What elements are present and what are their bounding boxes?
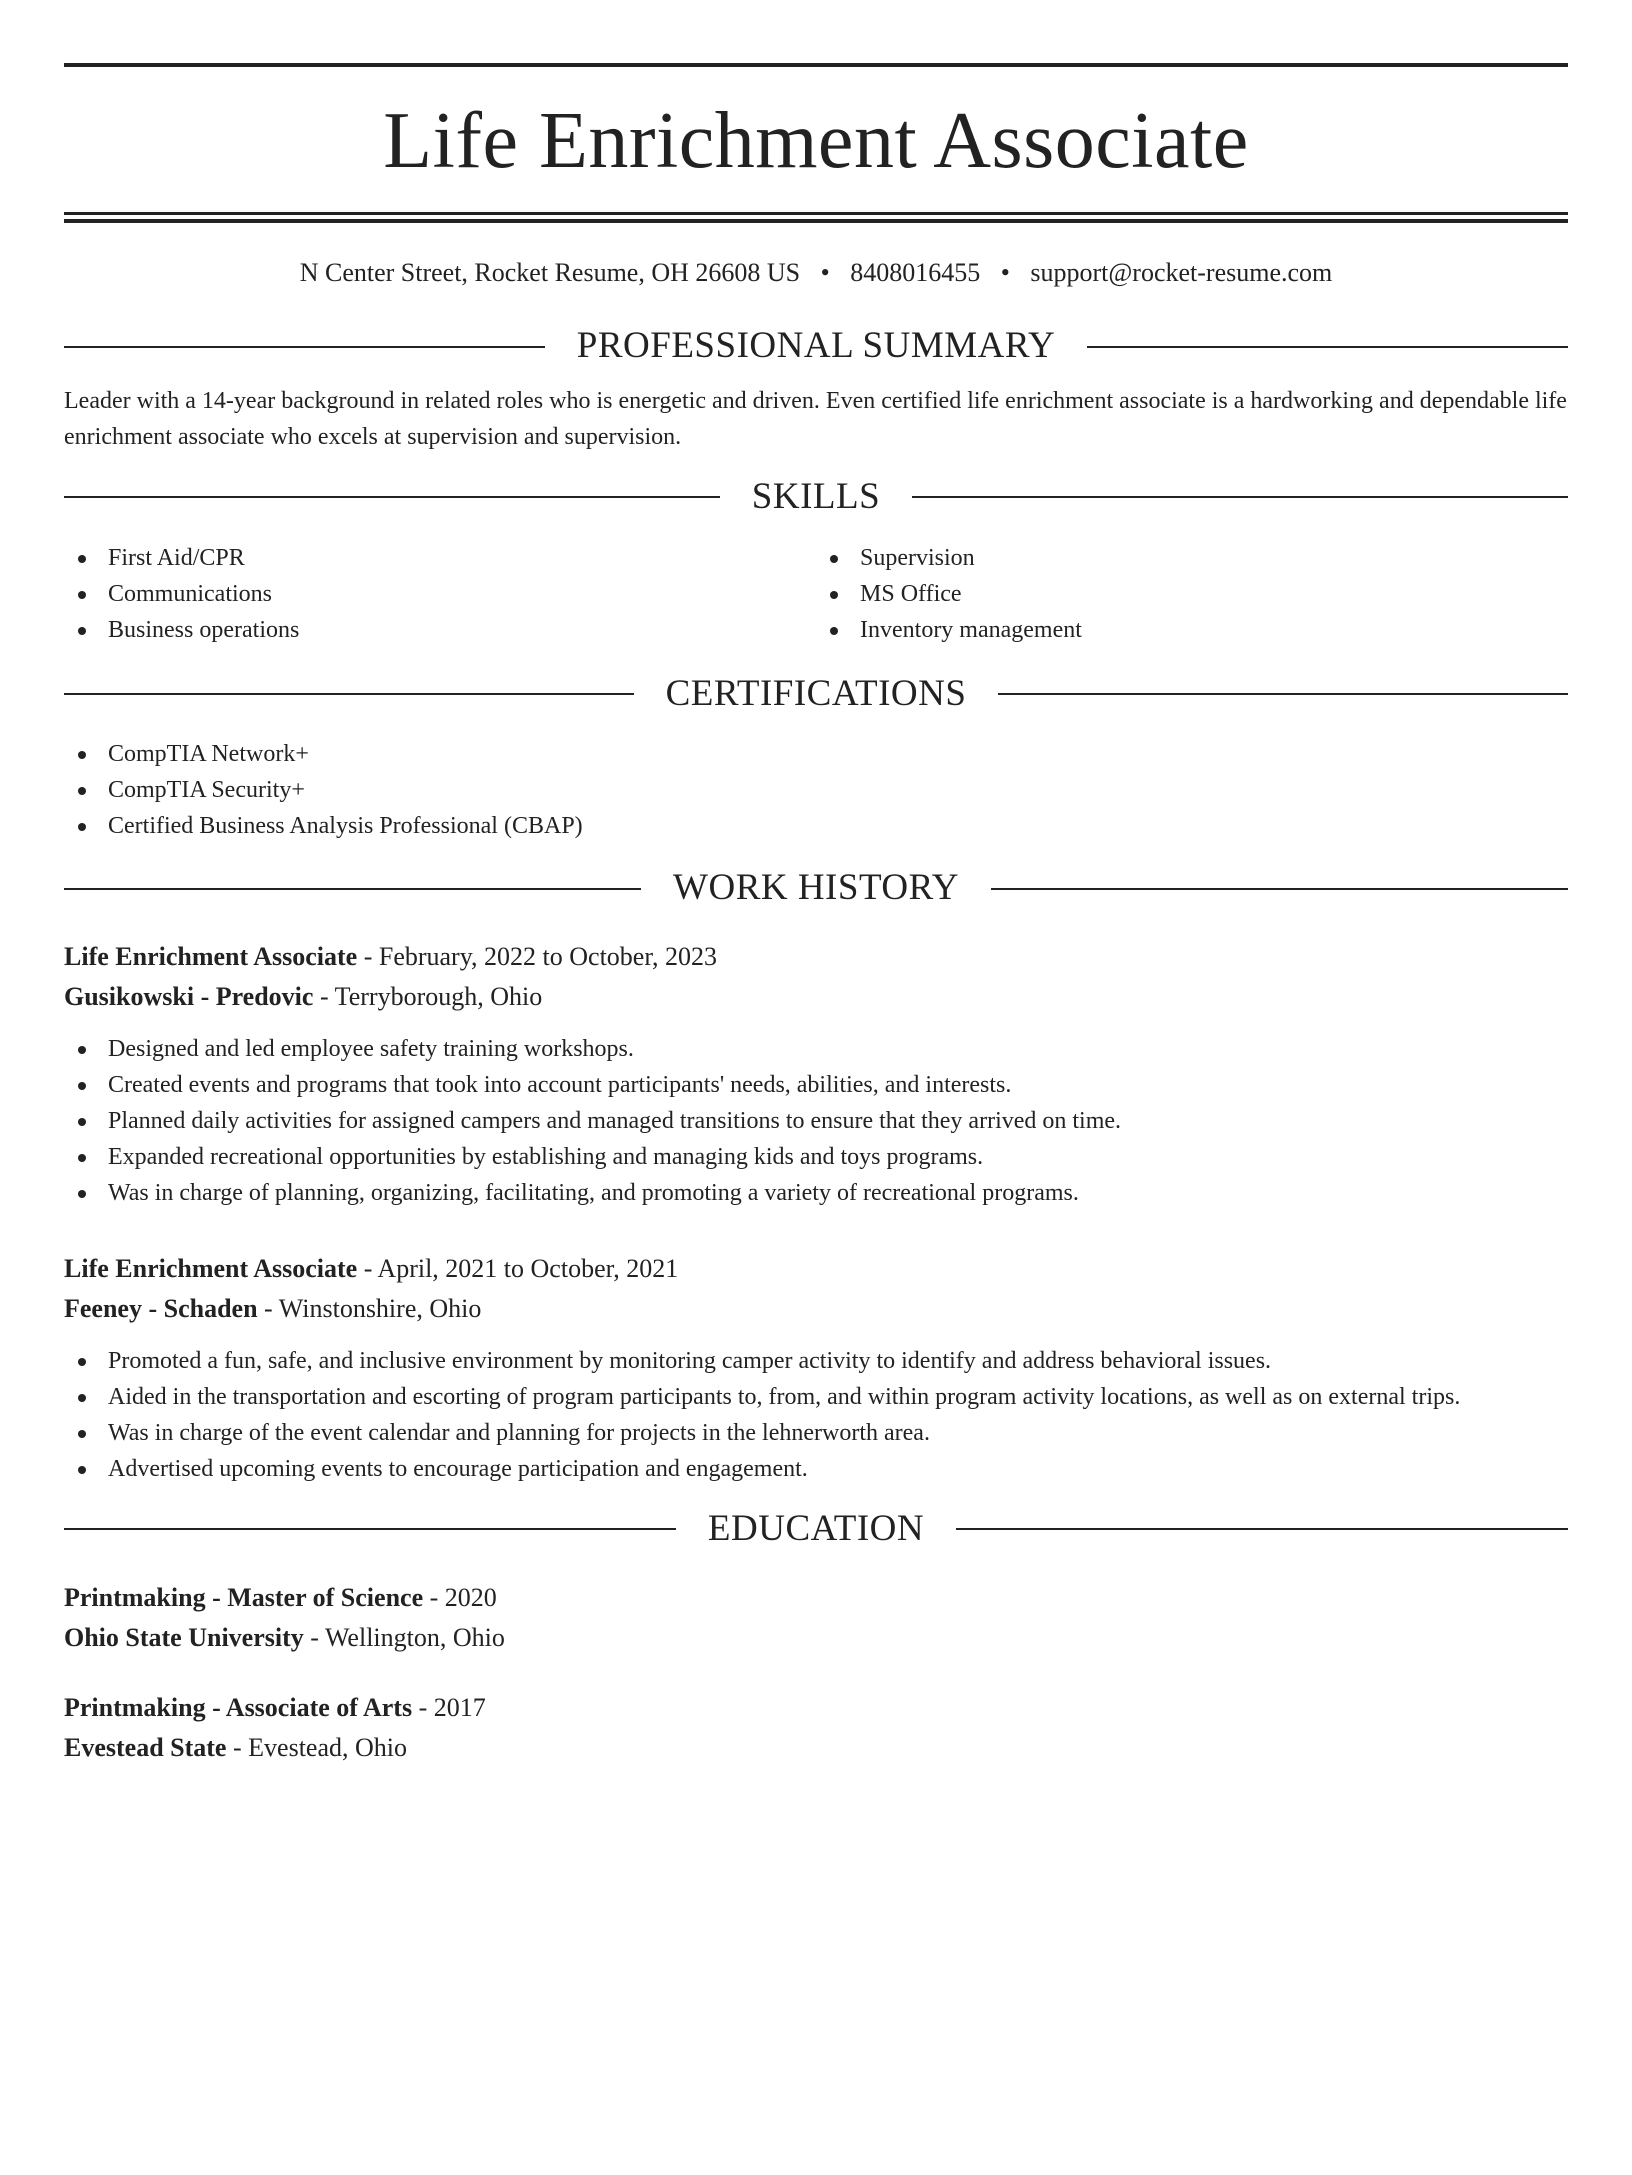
- education-location: Wellington, Ohio: [324, 1622, 505, 1652]
- bullet-dot: [78, 1394, 86, 1402]
- job-location: Terryborough, Ohio: [334, 981, 543, 1011]
- education-year: 2020: [444, 1582, 497, 1612]
- section-header-certifications: [64, 674, 1568, 715]
- education-degree-line: Printmaking - Master of Science - 2020: [64, 1582, 497, 1612]
- bullet-dot: [78, 627, 86, 635]
- skill-item: Supervision: [816, 540, 1568, 576]
- contact-email: support@rocket-resume.com: [1030, 258, 1333, 287]
- certifications-list: [64, 736, 1568, 844]
- contact-address: N Center Street, Rocket Resume, OH 26608 US: [299, 258, 801, 287]
- bullet-dot: [78, 1190, 86, 1198]
- resume-name: Life Enrichment Associate: [383, 97, 1249, 185]
- education-degree-line: Printmaking - Associate of Arts - 2017: [64, 1692, 486, 1722]
- job-entry: [64, 937, 1568, 1211]
- summary-text: Leader with a 14-year background in related roles who is energetic and driven. Even certified life enrichment associate is a hardworking and dependable life enrichment associate who excels at supervision and supervision.: [64, 387, 1567, 450]
- section-rule: [64, 1528, 676, 1530]
- job-title: Life Enrichment Associate: [64, 941, 358, 971]
- section-rule: [64, 693, 634, 695]
- education-school: Ohio State University: [64, 1622, 304, 1652]
- section-title: CERTIFICATIONS: [665, 672, 967, 714]
- skills-grid: [64, 540, 1568, 648]
- section-title: EDUCATION: [707, 1507, 925, 1549]
- bullet-dot: [78, 1082, 86, 1090]
- job-bullets: [64, 1031, 1568, 1211]
- section-rule: [991, 888, 1568, 890]
- contact-separator: •: [1000, 258, 1010, 287]
- job-dates: April, 2021 to October, 2021: [377, 1253, 679, 1283]
- contact-separator: •: [820, 258, 830, 287]
- job-bullet: Planned daily activities for assigned campers and managed transitions to ensure that they arrived on time.: [64, 1103, 1568, 1139]
- job-bullets: [64, 1343, 1568, 1487]
- education-school: Evestead State: [64, 1732, 227, 1762]
- job-title: Life Enrichment Associate: [64, 1253, 358, 1283]
- education-location: Evestead, Ohio: [248, 1732, 407, 1762]
- education-degree: Printmaking - Associate of Arts: [64, 1692, 413, 1722]
- job-company-line: Feeney - Schaden - Winstonshire, Ohio: [64, 1293, 482, 1323]
- job-location: Winstonshire, Ohio: [278, 1293, 482, 1323]
- job-bullet: Promoted a fun, safe, and inclusive environment by monitoring camper activity to identify and address behavioral issues.: [64, 1343, 1568, 1379]
- skill-item: Inventory management: [816, 612, 1568, 648]
- section-header-summary: [64, 326, 1568, 367]
- job-bullet: Created events and programs that took into account participants' needs, abilities, and interests.: [64, 1067, 1568, 1103]
- section-rule: [912, 496, 1568, 498]
- section-rule: [64, 496, 720, 498]
- job-company: Feeney - Schaden: [64, 1293, 258, 1323]
- skill-item: MS Office: [816, 576, 1568, 612]
- section-header-skills: [64, 477, 1568, 518]
- bullet-dot: [830, 627, 838, 635]
- job-bullet: Was in charge of planning, organizing, facilitating, and promoting a variety of recreational programs.: [64, 1175, 1568, 1211]
- section-title: SKILLS: [751, 475, 881, 517]
- section-rule: [64, 888, 641, 890]
- skills-list-right: [816, 540, 1568, 648]
- section-header-work-history: [64, 868, 1568, 909]
- bullet-dot: [78, 823, 86, 831]
- bullet-dot: [78, 1118, 86, 1126]
- contact-phone: 8408016455: [850, 258, 981, 287]
- bullet-dot: [78, 1046, 86, 1054]
- job-bullet: Advertised upcoming events to encourage participation and engagement.: [64, 1451, 1568, 1487]
- bullet-dot: [78, 1466, 86, 1474]
- bullet-dot: [78, 555, 86, 563]
- bullet-dot: [78, 1154, 86, 1162]
- education-school-line: Evestead State - Evestead, Ohio: [64, 1732, 407, 1762]
- job-bullet: Was in charge of the event calendar and planning for projects in the lehnerworth area.: [64, 1415, 1568, 1451]
- bullet-dot: [830, 591, 838, 599]
- bullet-dot: [830, 555, 838, 563]
- bullet-dot: [78, 751, 86, 759]
- bullet-dot: [78, 591, 86, 599]
- job-bullet: Aided in the transportation and escorting of program participants to, from, and within program activity locations, as well as on external trips.: [64, 1379, 1568, 1415]
- section-title: PROFESSIONAL SUMMARY: [576, 325, 1056, 367]
- skill-item: Business operations: [64, 612, 816, 648]
- section-title: WORK HISTORY: [673, 867, 959, 909]
- job-company: Gusikowski - Predovic: [64, 981, 314, 1011]
- bullet-dot: [78, 1430, 86, 1438]
- job-title-line: Life Enrichment Associate - February, 2022 to October, 2023: [64, 941, 717, 971]
- certification-item: CompTIA Security+: [64, 772, 1568, 808]
- skill-item: Communications: [64, 576, 816, 612]
- section-rule: [1087, 346, 1568, 348]
- job-company-line: Gusikowski - Predovic - Terryborough, Ohio: [64, 981, 543, 1011]
- job-title-line: Life Enrichment Associate - April, 2021 to October, 2021: [64, 1253, 679, 1283]
- double-rule: [64, 212, 1568, 223]
- resume-page: [0, 63, 1632, 2175]
- bullet-dot: [78, 787, 86, 795]
- job-bullet: Expanded recreational opportunities by establishing and managing kids and toys programs.: [64, 1139, 1568, 1175]
- job-dates: February, 2022 to October, 2023: [378, 941, 717, 971]
- education-degree: Printmaking - Master of Science: [64, 1582, 424, 1612]
- top-rule: [64, 63, 1568, 67]
- education-entry: [64, 1578, 1568, 1658]
- section-rule: [64, 346, 545, 348]
- job-entry: [64, 1249, 1568, 1487]
- certification-item: Certified Business Analysis Professional (CBAP): [64, 808, 1568, 844]
- education-school-line: Ohio State University - Wellington, Ohio: [64, 1622, 505, 1652]
- education-entry: [64, 1688, 1568, 1768]
- section-rule: [998, 693, 1568, 695]
- job-bullet: Designed and led employee safety training workshops.: [64, 1031, 1568, 1067]
- skill-item: First Aid/CPR: [64, 540, 816, 576]
- bullet-dot: [78, 1358, 86, 1366]
- certification-item: CompTIA Network+: [64, 736, 1568, 772]
- section-rule: [956, 1528, 1568, 1530]
- section-header-education: [64, 1509, 1568, 1550]
- education-year: 2017: [433, 1692, 486, 1722]
- contact-line: [64, 257, 1568, 288]
- skills-list-left: [64, 540, 816, 648]
